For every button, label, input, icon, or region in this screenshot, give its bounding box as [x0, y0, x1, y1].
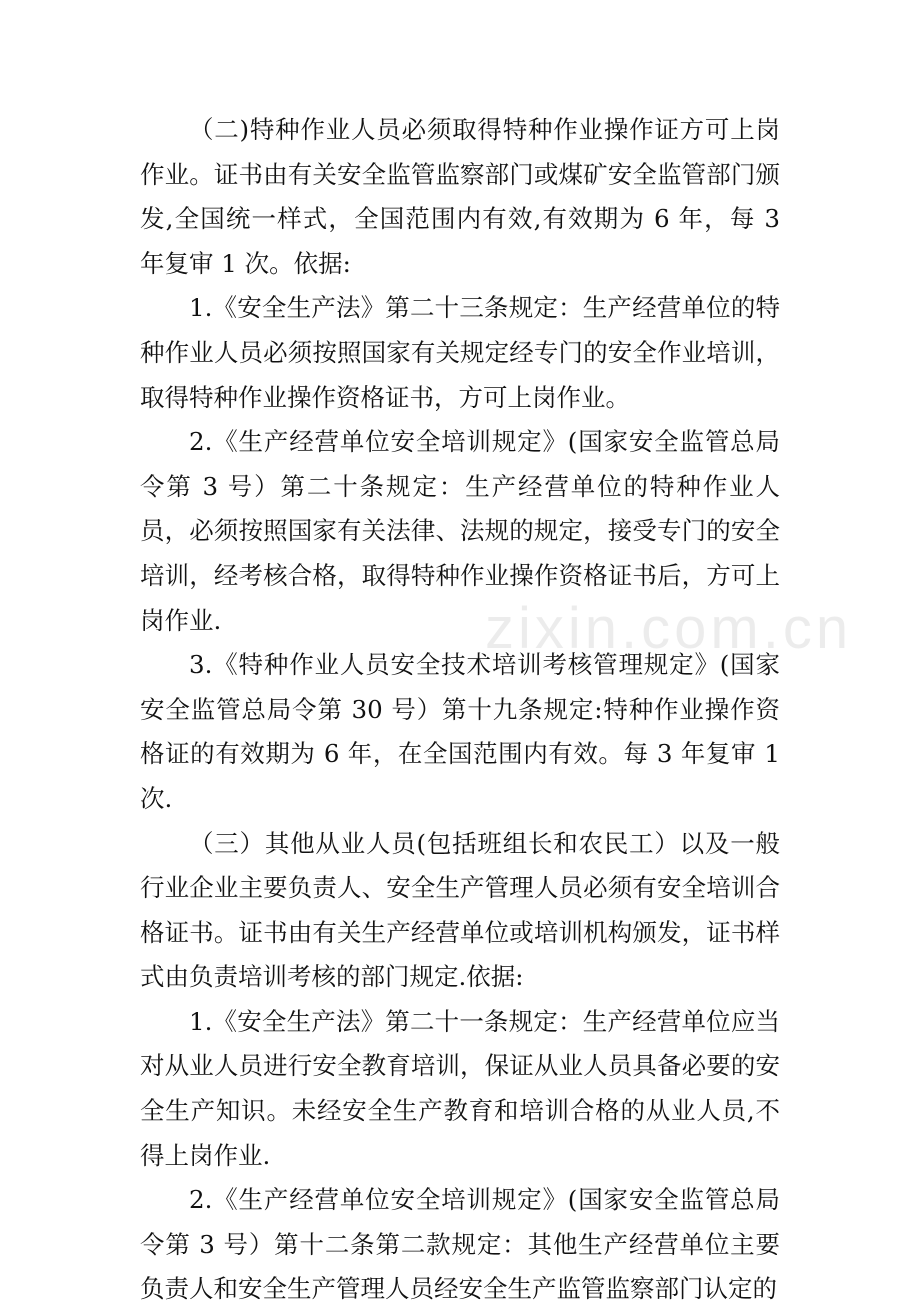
- document-body: [140, 108, 780, 1312]
- paragraph-other-personnel: （三）其他从业人员(包括班组长和农民工）以及一般行业企业主要负责人、安全生产管理人员必须有安全培训合格证书。证书由有关生产经营单位或培训机构颁发，证书样式由负责培训考核的部门规定.依据:: [140, 828, 780, 992]
- paragraph-basis-3: 3.《特种作业人员安全技术培训考核管理规定》(国家安全监管总局令第 30 号）第十九条规定:特种作业操作资格证的有效期为 6 年，在全国范围内有效。每 3 年复审 1 次.: [140, 650, 780, 813]
- paragraph-basis-5: 2.《生产经营单位安全培训规定》(国家安全监管总局令第 3 号）第十二条第二款规定：其他生产经营单位主要负责人和安全生产管理人员经安全生产监管监察部门认定的: [140, 1185, 780, 1304]
- paragraph-special-operations: （二)特种作业人员必须取得特种作业操作证方可上岗作业。证书由有关安全监管监察部门或煤矿安全监管部门颁发,全国统一样式，全国范围内有效,有效期为 6 年，每 3 年复审 1 次。依据:: [140, 115, 780, 278]
- watermark: zixin.com.cn: [485, 596, 853, 661]
- paragraph-basis-1: 1.《安全生产法》第二十三条规定：生产经营单位的特种作业人员必须按照国家有关规定经专门的安全作业培训，取得特种作业操作资格证书，方可上岗作业。: [140, 293, 780, 412]
- paragraph-basis-4: 1.《安全生产法》第二十一条规定：生产经营单位应当对从业人员进行安全教育培训，保证从业人员具备必要的安全生产知识。未经安全生产教育和培训合格的从业人员,不得上岗作业.: [140, 1006, 780, 1170]
- paragraph-basis-2: 2.《生产经营单位安全培训规定》(国家安全监管总局令第 3 号）第二十条规定：生产经营单位的特种作业人员，必须按照国家有关法律、法规的规定，接受专门的安全培训，经考核合格，取得特种作业操作资格证书后，方可上岗作业.: [140, 427, 780, 635]
